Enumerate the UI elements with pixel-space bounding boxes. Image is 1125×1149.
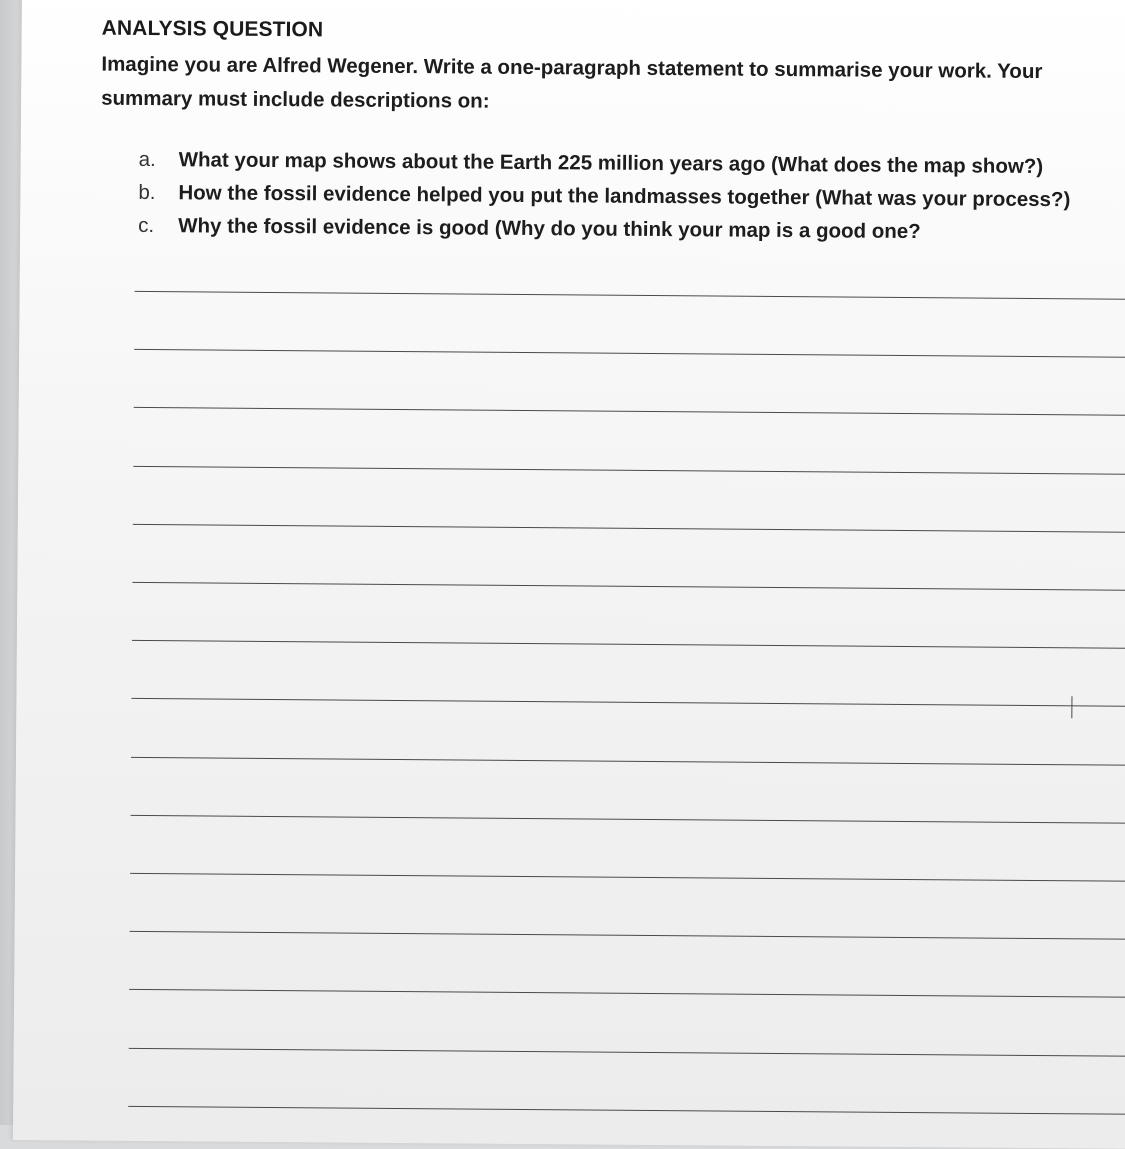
answer-line[interactable]: [129, 1047, 1125, 1056]
pen-mark: [1071, 696, 1072, 718]
answer-line[interactable]: [134, 407, 1125, 416]
answer-line[interactable]: [133, 524, 1125, 533]
answer-line[interactable]: [128, 1106, 1125, 1115]
answer-line[interactable]: [129, 989, 1125, 998]
question-text: How the fossil evidence helped you put the landmasses together (What was your process?): [178, 181, 1071, 212]
question-letter: a.: [138, 147, 156, 172]
answer-line[interactable]: [132, 640, 1125, 649]
answer-line[interactable]: [130, 873, 1125, 882]
instructions-paragraph: Imagine you are Alfred Wegener. Write a one-paragraph statement to summarise your work. Your summary must include descriptions on:: [101, 52, 1043, 113]
question-text: What your map shows about the Earth 225 million years ago (What does the map show?): [178, 148, 1044, 179]
answer-line[interactable]: [134, 349, 1125, 358]
worksheet-page: [13, 0, 1125, 1149]
question-letter: b.: [138, 180, 156, 205]
answer-line[interactable]: [130, 931, 1125, 940]
section-heading: ANALYSIS QUESTION: [101, 16, 324, 42]
answer-line[interactable]: [135, 291, 1125, 300]
answer-line[interactable]: [131, 815, 1125, 824]
question-text: Why the fossil evidence is good (Why do you think your map is a good one?: [178, 214, 921, 244]
question-list: [138, 143, 1071, 249]
answer-line[interactable]: [131, 756, 1125, 765]
question-letter: c.: [138, 213, 155, 238]
answer-line[interactable]: [132, 582, 1125, 591]
answer-line[interactable]: [133, 465, 1125, 474]
answer-line[interactable]: [131, 698, 1125, 707]
